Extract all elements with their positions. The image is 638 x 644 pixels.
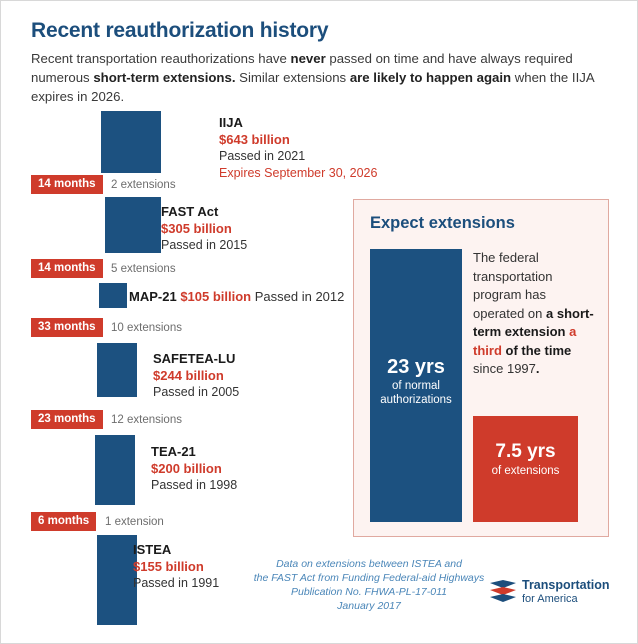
law-istea-amount: $155 billion — [133, 559, 204, 574]
panel-bar-normal-label — [370, 379, 462, 407]
expect-extensions-title: Expect extensions — [370, 214, 515, 232]
law-safetea-lu-name: SAFETEA-LU — [153, 351, 236, 366]
page-title: Recent reauthorization history — [31, 19, 329, 42]
law-istea-name: ISTEA — [133, 542, 172, 557]
law-tea21-name: TEA-21 — [151, 444, 196, 459]
law-map21-passed: Passed in 2012 — [254, 289, 345, 304]
panel-bar-extensions-value: 7.5 yrs — [495, 441, 556, 462]
law-safetea-lu-passed: Passed in 2005 — [153, 385, 240, 399]
law-safetea-lu — [153, 351, 239, 401]
law-fast-act — [161, 204, 247, 254]
law-fast-act-passed: Passed in 2015 — [161, 238, 248, 252]
law-tea21 — [151, 444, 237, 494]
panel-bar-extensions-label: of extensions — [491, 465, 560, 477]
law-istea — [133, 542, 219, 592]
bar-tea21 — [95, 435, 135, 505]
extension-2-count: 5 extensions — [111, 263, 176, 275]
logo-wordmark — [522, 579, 610, 606]
panel-bar-normal-authorizations — [370, 249, 462, 522]
law-iija-passed: Passed in 2021 — [219, 149, 306, 163]
extension-3-count: 10 extensions — [111, 322, 182, 334]
panel-bar-normal-label-line2: authorizations — [380, 394, 452, 406]
extension-1-duration: 14 months — [31, 175, 103, 194]
law-tea21-amount: $200 billion — [151, 461, 222, 476]
law-iija-amount: $643 billion — [219, 132, 290, 147]
panel-body-text: The federal transportation program has operated on a short-term extension a third of the time since 1997. — [473, 250, 594, 376]
extension-1-count: 2 extensions — [111, 179, 176, 191]
law-fast-act-name: FAST Act — [161, 204, 219, 219]
panel-bar-normal-label-line1: of normal — [392, 380, 440, 392]
panel-bar-extensions — [473, 416, 578, 522]
law-fast-act-amount: $305 billion — [161, 221, 232, 236]
law-iija — [219, 115, 377, 182]
panel-bar-normal-value: 23 yrs — [387, 356, 445, 378]
law-safetea-lu-amount: $244 billion — [153, 368, 224, 383]
extension-3-duration: 33 months — [31, 318, 103, 337]
law-map21-name: MAP-21 — [129, 289, 177, 304]
law-tea21-passed: Passed in 1998 — [151, 478, 238, 492]
source-line-3: Publication No. FHWA-PL-17-011 — [290, 586, 447, 598]
source-note — [249, 557, 489, 613]
law-map21-amount: $105 billion — [180, 289, 252, 304]
source-line-1: Data on extensions between ISTEA and — [276, 558, 462, 570]
source-line-2: the FAST Act from Funding Federal-aid Highways — [253, 572, 485, 584]
logo-line-2: for America — [522, 593, 578, 605]
transportation-for-america-logo-icon — [488, 579, 518, 603]
extension-4-duration: 23 months — [31, 410, 103, 429]
law-map21 — [129, 289, 344, 305]
extension-5-duration: 6 months — [31, 512, 96, 531]
bar-safetea-lu — [97, 343, 137, 397]
extension-2-duration: 14 months — [31, 259, 103, 278]
law-iija-name: IIJA — [219, 115, 243, 130]
bar-map21 — [99, 283, 127, 308]
source-line-4: January 2017 — [337, 600, 401, 612]
bar-istea — [97, 535, 137, 625]
logo-line-1: Transportation — [522, 578, 610, 592]
extension-4-count: 12 extensions — [111, 414, 182, 426]
subtitle-text: Recent transportation reauthorizations have never passed on time and have always required numerous short-term extensions. Similar extensions are likely to happen again when the IIJA expires in 2026. — [31, 51, 594, 104]
law-iija-expires: Expires September 30, 2026 — [219, 166, 378, 180]
extension-5-count: 1 extension — [105, 516, 164, 528]
bar-iija — [101, 111, 161, 173]
law-istea-passed: Passed in 1991 — [133, 576, 220, 590]
bar-fast-act — [105, 197, 161, 253]
